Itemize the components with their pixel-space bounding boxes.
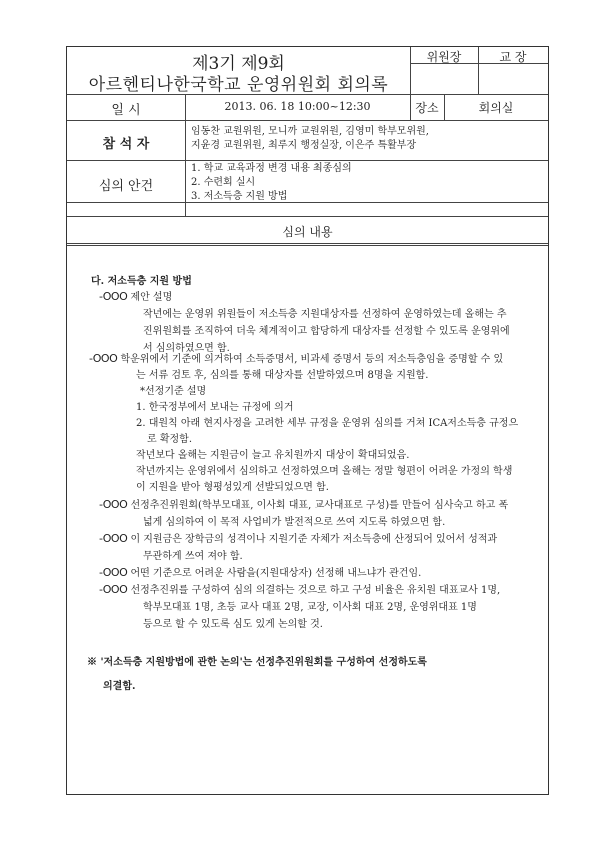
speaker-marker: -OOO [89, 352, 118, 365]
criteria-item: 1. 한국정부에서 보내는 규정에 의거 [136, 402, 294, 413]
statement-line: 이 지원을 받아 형평성있게 선발되었으면 함. [136, 482, 329, 493]
speaker-statement: -OOO 이 지원금은 장학금의 성격이나 지원기준 자체가 저소득층에 산정되어 있어서 성적과 [99, 532, 498, 545]
datetime-label: 일 시 [111, 103, 141, 118]
speaker-statement: -OOO 어떤 기준으로 어려운 사람을(지원대상자) 선정해 내느냐가 관건임. [99, 566, 422, 579]
speaker-marker: -OOO [99, 532, 128, 545]
statement-line: 넓게 심의하여 이 목적 사업비가 발전적으로 쓰여 지도록 하였으면 함. [143, 517, 446, 528]
datetime-value: 2013. 06. 18 10:00~12:30 [224, 100, 371, 113]
divider [67, 245, 548, 246]
criteria-item: 2. 대원칙 아래 현지사정을 고려한 세부 규정을 운영위 심의를 거쳐 ICA저소득층 규정으 [136, 418, 519, 429]
statement-line: 로 확정함. [147, 434, 192, 445]
statement-line: 무관하게 쓰여 져야 함. [143, 551, 243, 562]
divider [67, 94, 548, 95]
statement-line: 등으로 할 수 있도록 심도 있게 논의할 것. [143, 619, 323, 630]
statement-line: 작년에는 운영위 위원들이 저소득층 지원대상자를 선정하여 운영하였는데 올해는 추 [143, 309, 507, 320]
speaker-marker: -OOO [99, 498, 128, 511]
section-title: 심의 내용 [282, 225, 333, 239]
speaker-statement: -OOO 학운위에서 기준에 의거하여 소득증명서, 비과세 증명서 등의 저소득층임을 증명할 수 있 [89, 352, 504, 365]
approval-chair-signature-box[interactable] [411, 64, 477, 93]
conclusion-line-1: ※ '저소득층 지원방법에 관한 논의'는 선정추진위원회를 구성하여 선정하도록 [87, 657, 427, 668]
speaker-statement: -OOO 선정추진위를 구성하여 심의 의결하는 것으로 하고 구성 비율은 유치원 대표교사 1명, [99, 583, 501, 596]
place-label: 장소 [415, 101, 439, 115]
attendees-label: 참 석 자 [102, 137, 150, 152]
speaker-statement: -OOO 선정추진위원회(학부모대표, 이사회 대표, 교사대표로 구성)를 만들어 심사숙고 하고 폭 [99, 498, 509, 511]
statement-line: 는 서류 검토 후, 심의를 통해 대상자를 선발하였으며 8명을 지원함. [136, 370, 429, 381]
conclusion-line-2: 의결함. [103, 681, 136, 692]
divider [67, 160, 548, 161]
divider [67, 216, 548, 217]
attendees-line-2: 지윤경 교원위원, 최루지 행정실장, 이은주 특활부장 [191, 140, 417, 151]
approval-principal-label: 교 장 [499, 50, 527, 64]
divider [67, 243, 548, 244]
speaker-statement: -OOO 제안 설명 [99, 290, 173, 303]
agenda-item-3: 3. 저소득층 지원 방법 [191, 191, 288, 202]
speaker-marker: -OOO [99, 566, 128, 579]
speaker-marker: -OOO [99, 290, 128, 303]
agenda-label: 심의 안건 [98, 179, 154, 194]
document-title-line2: 아르헨티나한국학교 운영위원회 회의록 [88, 75, 389, 95]
speaker-marker: -OOO [99, 583, 128, 596]
divider [67, 202, 548, 203]
place-value: 회의실 [478, 101, 514, 115]
statement-line: 작년보다 올해는 지원금이 늘고 유치원까지 대상이 확대되었음. [136, 450, 410, 461]
statement-line: 서 심의하였으면 함. [143, 343, 230, 354]
approval-chair-label: 위원장 [426, 50, 462, 64]
agenda-item-2: 2. 수련회 실시 [191, 177, 256, 188]
approval-principal-signature-box[interactable] [479, 64, 547, 93]
agenda-item-1: 1. 학교 교육과정 변경 내용 최종심의 [191, 163, 352, 174]
document-title-line1: 제3기 제9회 [192, 54, 285, 74]
criteria-heading: *선정기준 설명 [140, 386, 207, 397]
statement-line: 작년까지는 운영위에서 심의하고 선정하였으며 올해는 정말 형편이 어려운 가정의 학생 [136, 466, 513, 477]
attendees-line-1: 임동찬 교원위원, 모니까 교원위원, 김영미 학부모위원, [191, 126, 429, 137]
statement-line: 학부모대표 1명, 초등 교사 대표 2명, 교장, 이사회 대표 2명, 운영위대표 1명 [143, 602, 477, 613]
content-heading: 다. 저소득층 지원 방법 [91, 276, 192, 287]
minutes-form [66, 46, 549, 795]
divider [67, 120, 548, 121]
statement-line: 진위원회를 조직하여 더욱 체계적이고 합당하게 대상자를 선정할 수 있도록 운영위에 [143, 326, 510, 337]
